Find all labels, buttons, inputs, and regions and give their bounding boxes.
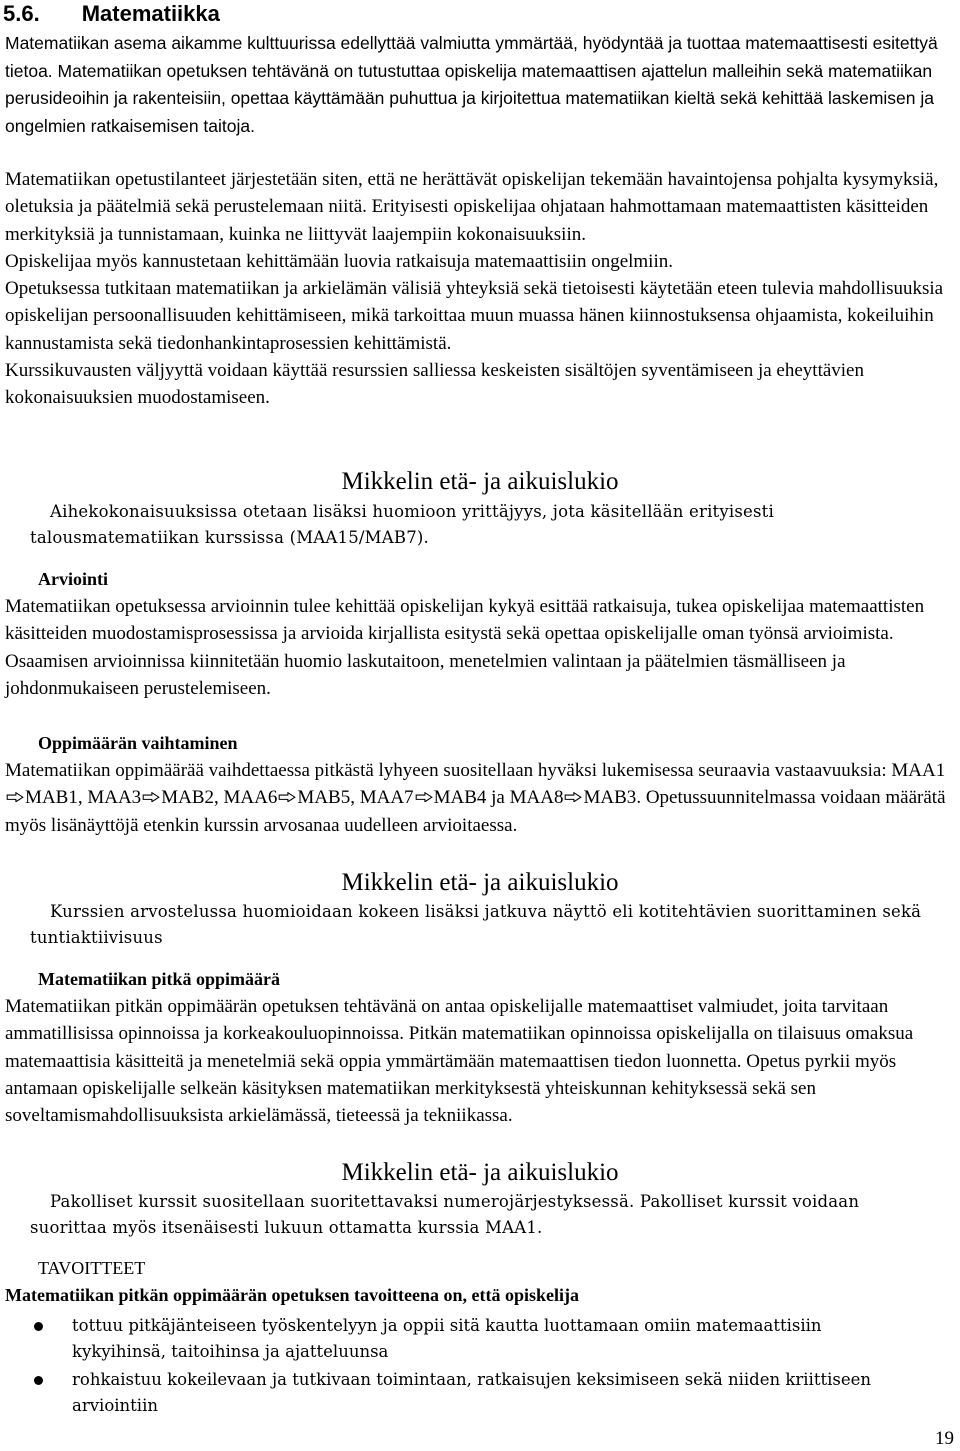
school-note-2 xyxy=(30,899,930,951)
vaihtaminen-tail: Opetussuunnitelmassa voidaan määrätä myös lisänäyttöjä etenkin kurssin arvosanaa uudelleen arvioitaessa. xyxy=(5,787,946,836)
bullet-icon xyxy=(34,1376,43,1385)
vaihtaminen-heading: Oppimäärän vaihtaminen xyxy=(38,733,238,753)
course-from: MAA3 xyxy=(87,787,142,809)
section-heading xyxy=(3,1,220,27)
school-note-1 xyxy=(30,499,930,551)
goals-list xyxy=(0,1313,900,1419)
course-separator: , xyxy=(214,787,219,809)
course-pair xyxy=(224,787,355,808)
school-name-2: Mikkelin etä- ja aikuislukio xyxy=(341,869,619,896)
section-number: 5.6. xyxy=(3,1,40,26)
course-pair xyxy=(360,787,505,808)
school-name-1: Mikkelin etä- ja aikuislukio xyxy=(341,468,619,495)
course-pair xyxy=(510,787,641,808)
arviointi-heading: Arviointi xyxy=(38,569,108,589)
arviointi-paragraph: Matematiikan opetuksessa arvioinnin tulee kehittää opiskelijan kykyä esittää ratkaisuja, tukea opiskelijaa matemaattisten käsitteiden muodostamisprosessissa ja arvioida kirjallista esitystä sekä opettaa opiskelijalle oman työnsä arvioimista. Osaamisen arvioinnissa kiinnitetään huomio laskutaitoon, menetelmien valintaan ja päätelmien täsmälliseen ja johdonmukaiseen perustelemiseen. xyxy=(5,596,925,699)
course-from: MAA7 xyxy=(359,787,414,809)
goal-text: rohkaistuu kokeilevaan ja tutkivaan toimintaan, ratkaisujen keksimiseen sekä niiden kriittiseen arviointiin xyxy=(72,1370,871,1415)
right-arrow-icon xyxy=(564,792,582,802)
school-note-1-text: Aihekokonaisuuksissa otetaan lisäksi huomioon yrittäjyys, jota käsitellään erityisesti talousmatematiikan kurssissa (MAA15/MAB7). xyxy=(30,502,774,547)
tavoitteet-label: TAVOITTEET xyxy=(38,1258,146,1278)
course-from: MAA8 xyxy=(509,787,564,809)
course-to: MAB2 xyxy=(161,787,215,809)
vaihtaminen-lead: Matematiikan oppimäärää vaihdettaessa pitkästä lyhyeen suositellaan hyväksi lukemisessa seuraavia vastaavuuksia: xyxy=(5,760,887,781)
course-from: MAA1 xyxy=(891,760,946,781)
right-arrow-icon xyxy=(278,792,296,802)
intro-paragraph: Matematiikan asema aikamme kulttuurissa edellyttää valmiutta ymmärtää, hyödyntää ja tuottaa matemaattisesti esitettyä tietoa. Matematiikan opetuksen tehtävänä on tutustuttaa opiskelija matemaattisen ajattelun malleihin sekä matematiikan perusideoihin ja rakenteisiin, opettaa käyttämään puhuttua ja kirjoitettua matematiikan kieltä sekä kehittää laskemisen ja ongelmien ratkaisemisen taitoja. xyxy=(5,33,938,136)
body-paragraph-2: Opiskelijaa myös kannustetaan kehittämään luovia ratkaisuja matemaattisiin ongelmiin. xyxy=(5,250,673,272)
course-to: MAB3 xyxy=(583,787,637,809)
school-note-3-text: Pakolliset kurssit suositellaan suoritettavaksi numerojärjestyksessä. Pakolliset kurssit voidaan suorittaa myös itsenäisesti lukuun ottamatta kurssia MAA1. xyxy=(30,1192,860,1237)
list-item xyxy=(0,1313,900,1365)
pitka-heading: Matematiikan pitkä oppimäärä xyxy=(38,969,281,989)
page-number: 19 xyxy=(935,1428,954,1449)
course-separator: , xyxy=(350,787,355,809)
tavoitteet-heading: Matematiikan pitkän oppimäärän opetuksen tavoitteena on, että opiskelija xyxy=(5,1285,580,1305)
course-separator: , xyxy=(77,787,83,809)
school-note-2-text: Kurssien arvostelussa huomioidaan kokeen lisäksi jatkuva näyttö eli kotitehtävien suorittaminen sekä tuntiaktiivisuus xyxy=(30,902,922,947)
school-name-3: Mikkelin etä- ja aikuislukio xyxy=(341,1159,619,1186)
body-paragraph-3: Opetuksessa tutkitaan matematiikan ja arkielämän välisiä yhteyksiä sekä tietoisesti käytetään eteen tulevia mahdollisuuksia opiskelijan persoonallisuuden kehittämiseen, mikä tarkoittaa muun muassa hänen kiinnostuksensa ohjaamista, kokeiluihin kannustamista sekä tiedonhankintaprosessien kehittämistä. xyxy=(5,278,944,354)
course-to: MAB1 xyxy=(25,787,78,809)
body-section xyxy=(5,166,955,412)
right-arrow-icon xyxy=(415,792,433,802)
section-title: Matematiikka xyxy=(81,1,220,26)
bullet-icon xyxy=(34,1322,43,1331)
list-item xyxy=(0,1367,900,1419)
right-arrow-icon xyxy=(142,792,160,802)
pitka-paragraph: Matematiikan pitkän oppimäärän opetuksen tehtävänä on antaa opiskelijalle matemaattiset valmiudet, joita tarvitaan ammatillisissa opinnoissa ja korkeakouluopinnoissa. Pitkän matematiikan opinnoissa opiskelijalla on tilaisuus omaksua matemaattisia käsitteitä ja menetelmiä sekä oppia ymmärtämään matemaattisen tiedon luonnetta. Opetus pyrkii myös antamaan opiskelijalle selkeän käsityksen matematiikan merkityksestä yhteiskunnan kehityksessä sekä sen soveltamismahdollisuuksista arkielämässä, tieteessä ja tekniikassa. xyxy=(5,996,914,1127)
course-separator: . xyxy=(636,787,642,809)
course-pair xyxy=(87,787,218,808)
body-paragraph-4: Kurssikuvausten väljyyttä voidaan käyttää resurssien salliessa keskeisten sisältöjen syventämiseen ja eheyttävien kokonaisuuksien muodostamiseen. xyxy=(5,360,864,409)
course-separator: ja xyxy=(486,787,505,809)
course-to: MAB4 xyxy=(433,787,487,809)
school-note-3 xyxy=(30,1189,930,1241)
vaihtaminen-paragraph xyxy=(5,757,955,839)
course-from: MAA6 xyxy=(223,787,278,809)
body-paragraph-1: Matematiikan opetustilanteet järjestetään siten, että ne herättävät opiskelijan tekemään havaintojensa pohjalta kysymyksiä, oletuksia ja päätelmiä sekä perustelemaan niitä. Erityisesti opiskelijaa ohjataan hahmottamaan matemaattisten käsitteiden merkityksiä ja tunnistamaan, kuinka ne liittyvät laajempiin kokonaisuuksiin. xyxy=(5,169,939,245)
right-arrow-icon xyxy=(6,792,24,802)
course-to: MAB5 xyxy=(297,787,351,809)
goal-text: tottuu pitkäjänteiseen työskentelyyn ja oppii sitä kautta luottamaan omiin matemaattisiin kykyihinsä, taitoihinsa ja ajatteluunsa xyxy=(72,1316,822,1361)
